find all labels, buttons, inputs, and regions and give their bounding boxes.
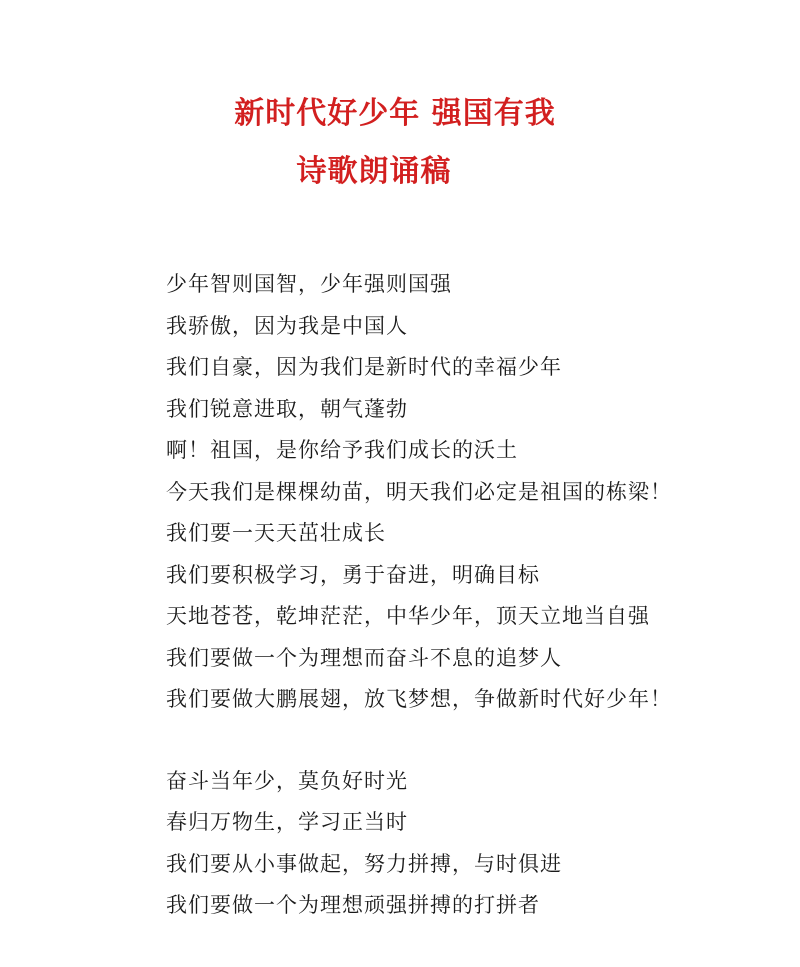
poem-line: 天地苍苍，乾坤茫茫，中华少年，顶天立地当自强 <box>166 604 650 628</box>
poem-line: 我骄傲，因为我是中国人 <box>166 313 408 338</box>
title-line-1: 新时代好少年 强国有我 <box>234 96 556 131</box>
poem-line: 我们要做一个为理想顽强拼搏的打拼者 <box>166 893 540 917</box>
poem-body <box>166 264 786 967</box>
poem-line: 少年智则国智，少年强则国强 <box>166 272 452 296</box>
stanza-1 <box>166 264 786 721</box>
poem-line: 我们要积极学习，勇于奋进，明确目标 <box>166 562 540 587</box>
title-line-2: 诗歌朗诵稿 <box>296 154 452 189</box>
poem-line: 我们自豪，因为我们是新时代的幸福少年 <box>166 355 562 379</box>
poem-line: 我们要做一个为理想而奋斗不息的追梦人 <box>166 645 562 670</box>
poem-line: 奋斗当年少，莫负好时光 <box>166 768 408 793</box>
poem-line: 我们要从小事做起，努力拼搏，与时俱进 <box>166 851 562 876</box>
poem-line: 我们要做大鹏展翅，放飞梦想，争做新时代好少年！ <box>166 687 672 711</box>
poem-line: 今天我们是棵棵幼苗，明天我们必定是祖国的栋梁！ <box>166 479 672 504</box>
poem-line: 啊！祖国，是你给予我们成长的沃土 <box>166 438 518 462</box>
poem-line: 我们锐意进取，朝气蓬勃 <box>166 396 408 421</box>
poem-line: 我们要一天天茁壮成长 <box>166 521 386 545</box>
stanza-2 <box>166 761 786 927</box>
poem-line: 春归万物生，学习正当时 <box>166 810 408 834</box>
